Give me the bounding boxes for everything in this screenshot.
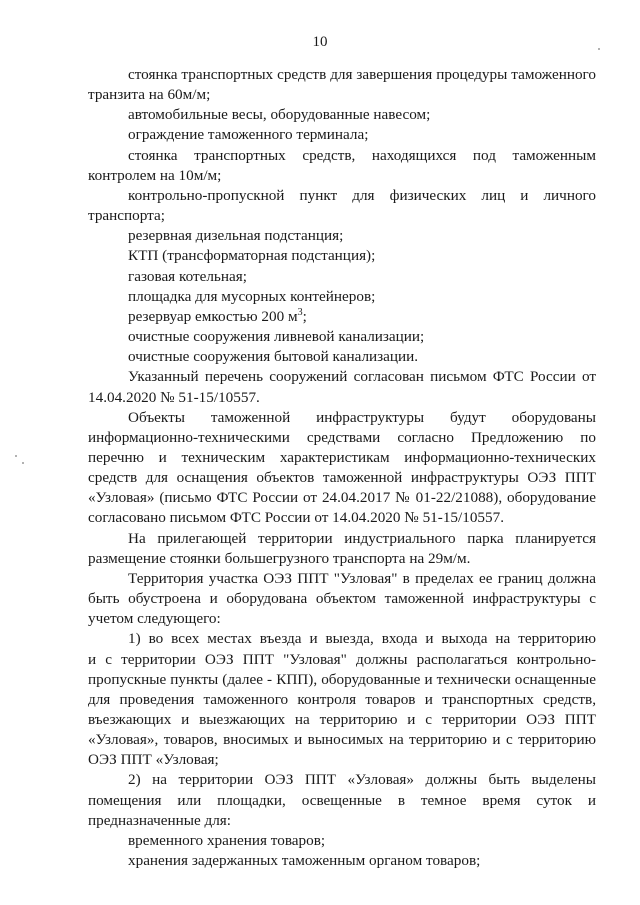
paragraph-line: согласовано письмом ФТС России от 14.04.2020 № 51-15/10557.: [88, 509, 504, 527]
list-item: очистные сооружения ливневой канализации;: [128, 328, 425, 346]
list-item-continuation: контролем на 10м/м;: [88, 166, 222, 184]
paragraph-line: ОЭЗ ППТ «Узловая;: [88, 751, 219, 769]
paragraph-line: учетом следующего:: [88, 610, 221, 628]
paragraph-line: Территория участка ОЭЗ ППТ "Узловая" в пределах ее границ должна: [128, 569, 596, 587]
paragraph-line: На прилегающей территории индустриального парка планируется: [128, 529, 596, 547]
page-number: 10: [312, 34, 328, 50]
paragraph-line: «Узловая», товаров, вносимых и выносимых на территорию и с территорию: [88, 731, 596, 749]
paragraph-line: Объекты таможенной инфраструктуры будут оборудованы: [128, 408, 596, 426]
list-item: стоянка транспортных средств, находящихся под таможенным: [128, 146, 596, 164]
paragraph-line: предназначенные для:: [88, 811, 232, 829]
paragraph-line: 1) во всех местах въезда и выезда, входа и выхода на территорию: [128, 630, 596, 648]
paragraph-line: информационно-техническими средствами согласно Предложению по: [88, 428, 596, 446]
reservoir-text: резервуар емкостью 200 м: [128, 307, 298, 325]
paragraph-line: перечню и техническим характеристикам информационно-технических: [88, 448, 596, 466]
paragraph-line: 14.04.2020 № 51-15/10557.: [88, 388, 260, 406]
list-item: контрольно-пропускной пункт для физических лиц и личного: [128, 186, 596, 204]
list-item: [88, 307, 596, 327]
paragraph-line: 2) на территории ОЭЗ ППТ «Узловая» должны быть выделены: [128, 771, 596, 789]
paragraph-line: размещение стоянки большегрузного транспорта на 29м/м.: [88, 549, 471, 567]
paragraph-line: «Узловая» (письмо ФТС России от 24.04.2017 № 01-22/21088), оборудование: [88, 489, 596, 507]
cubic-superscript: 3: [297, 306, 303, 318]
document-body: [88, 65, 596, 871]
reservoir-text-end: ;: [302, 307, 307, 325]
list-item: газовая котельная;: [128, 267, 247, 285]
paragraph-line: для проведения таможенного контроля товаров и транспортных средств,: [88, 690, 596, 708]
list-item: временного хранения товаров;: [128, 831, 326, 849]
list-item-continuation: транспорта;: [88, 207, 165, 225]
paragraph-line: быть обустроена и оборудована объектом таможенной инфраструктуры с: [88, 590, 596, 608]
list-item: резервная дизельная подстанция;: [128, 227, 344, 245]
paragraph-line: въезжающих и выезжающих на территорию и с территории ОЭЗ ППТ: [88, 711, 596, 728]
list-item: ограждение таможенного терминала;: [128, 126, 369, 144]
list-item: КТП (трансформаторная подстанция);: [128, 247, 376, 265]
paragraph-line: средств для оснащения объектов таможенной инфраструктуры ОЭЗ ППТ: [88, 469, 596, 487]
list-item-continuation: транзита на 60м/м;: [88, 86, 211, 104]
list-item: очистные сооружения бытовой канализации.: [128, 348, 419, 366]
list-item: автомобильные весы, оборудованные навесом;: [128, 106, 431, 124]
paragraph-line: Указанный перечень сооружений согласован письмом ФТС России от: [128, 368, 596, 386]
paragraph-line: помещения или площадки, освещенные в темное время суток и: [88, 791, 596, 809]
scan-speck-left-margin-lower: [22, 462, 24, 464]
list-item: площадка для мусорных контейнеров;: [128, 287, 376, 305]
list-item: стоянка транспортных средств для завершения процедуры таможенного: [128, 66, 596, 83]
paragraph-line: и с территории ОЭЗ ППТ "Узловая" должны располагаться контрольно-: [88, 650, 596, 668]
paragraph-line: пропускные пункты (далее - КПП), оборудованные и технически оснащенные: [88, 670, 596, 688]
scan-speck-left-margin: [15, 455, 17, 457]
list-item: хранения задержанных таможенным органом товаров;: [128, 852, 481, 870]
scan-speck-top-right: [598, 48, 600, 50]
